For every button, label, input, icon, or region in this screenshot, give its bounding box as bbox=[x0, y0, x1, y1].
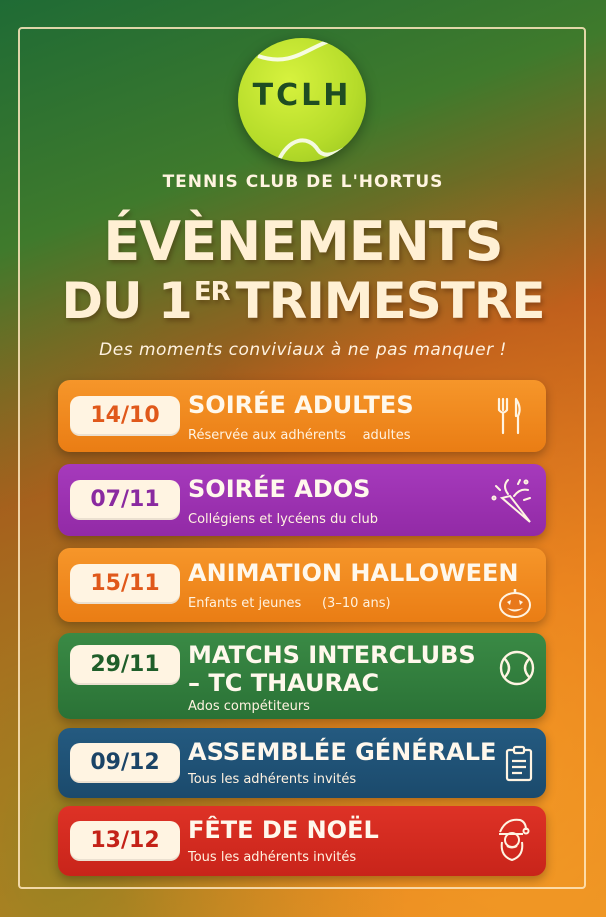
event-date: 29/11 bbox=[70, 645, 180, 685]
clipboard-icon bbox=[504, 745, 534, 783]
event-card-animation-halloween bbox=[58, 548, 546, 622]
title-line2-post: TRIMESTRE bbox=[235, 272, 545, 330]
page-title-line1: ÉVÈNEMENTS bbox=[103, 210, 503, 273]
party-popper-icon bbox=[488, 476, 534, 526]
tennis-ball-icon bbox=[498, 649, 536, 687]
event-date: 13/12 bbox=[70, 821, 180, 861]
club-name: TENNIS CLUB DE L'HORTUS bbox=[162, 172, 444, 192]
event-subtitle: Tous les adhérents invités bbox=[188, 772, 357, 787]
event-card-soiree-ados bbox=[58, 464, 546, 536]
subtitle: Des moments conviviaux à ne pas manquer ! bbox=[99, 340, 507, 360]
santa-icon bbox=[494, 816, 530, 864]
event-subtitle: Collégiens et lycéens du club bbox=[188, 512, 378, 527]
title-line2-sup: ER bbox=[193, 277, 230, 307]
event-card-matchs-interclubs bbox=[58, 633, 546, 719]
page-title-line2 bbox=[0, 272, 606, 330]
event-title: FÊTE DE NOËL bbox=[188, 816, 379, 844]
title-line2-pre: DU 1 bbox=[61, 272, 192, 330]
fork-knife-icon bbox=[494, 396, 524, 436]
event-date: 15/11 bbox=[70, 564, 180, 604]
logo-text: TCLH bbox=[252, 78, 352, 113]
pumpkin-icon bbox=[498, 588, 532, 618]
event-date: 09/12 bbox=[70, 743, 180, 783]
event-date: 14/10 bbox=[70, 396, 180, 436]
event-title-line2: – TC THAURAC bbox=[188, 669, 380, 697]
event-title: ANIMATION HALLOWEEN bbox=[188, 559, 519, 587]
event-card-fete-de-noel bbox=[58, 806, 546, 876]
event-subtitle: Réservée aux adhérents adultes bbox=[188, 428, 411, 443]
event-title: SOIRÉE ADULTES bbox=[188, 391, 414, 419]
event-card-assemblee-generale bbox=[58, 728, 546, 798]
event-date: 07/11 bbox=[70, 480, 180, 520]
event-title: SOIRÉE ADOS bbox=[188, 475, 371, 503]
event-card-soiree-adultes bbox=[58, 380, 546, 452]
event-title: ASSEMBLÉE GÉNÉRALE bbox=[188, 738, 497, 766]
event-subtitle: Tous les adhérents invités bbox=[188, 850, 357, 865]
event-subtitle: Ados compétiteurs bbox=[188, 699, 310, 714]
event-subtitle: Enfants et jeunes (3–10 ans) bbox=[188, 596, 391, 611]
event-title-line1: MATCHS INTERCLUBS bbox=[188, 641, 476, 669]
club-logo bbox=[238, 38, 366, 162]
